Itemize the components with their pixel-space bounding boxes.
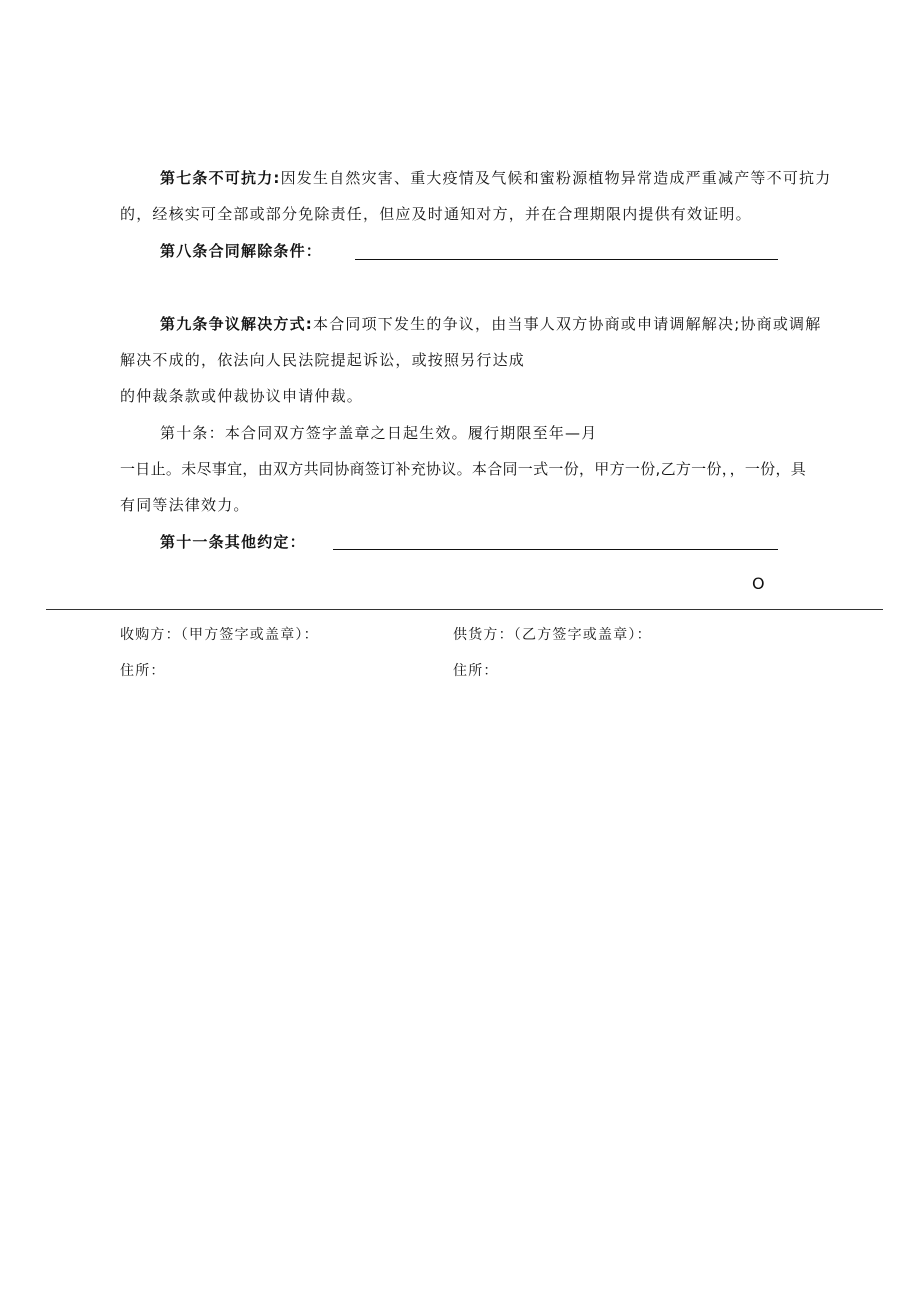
section-divider	[46, 609, 883, 610]
article-9-line-2: 解决不成的，依法向人民法院提起诉讼，或按照另行达成	[120, 351, 526, 369]
article-10-line-1	[160, 423, 597, 443]
article-7-line-2: 的，经核实可全部或部分免除责任，但应及时通知对方，并在合理期限内提供有效证明。	[120, 205, 752, 223]
article-10-heading: 第十条：	[160, 424, 225, 442]
article-8-blank-line[interactable]	[355, 259, 778, 260]
article-9-line-3: 的仲裁条款或仲裁协议申请仲裁。	[120, 387, 364, 405]
end-mark: O	[752, 574, 766, 593]
supplier-address-label: 住所：	[453, 663, 499, 679]
supplier-signature-label: 供货方：（乙方签字或盖章）：	[453, 627, 652, 643]
article-9-line-1	[160, 314, 821, 334]
article-10-text: 本合同双方签字盖章之日起生效。履行期限至年—月	[224, 424, 598, 442]
article-11-blank-line[interactable]	[333, 549, 778, 550]
article-8-heading: 第八条合同解除条件：	[160, 242, 323, 260]
buyer-address-label: 住所：	[120, 663, 166, 679]
article-10-line-3: 有同等法律效力。	[120, 496, 250, 514]
article-9-heading: 第九条争议解决方式:	[160, 315, 313, 333]
article-7-text: 因发生自然灾害、重大疫情及气候和蜜粉源植物异常造成严重减产等不可抗力	[280, 169, 832, 187]
article-11-heading: 第十一条其他约定：	[160, 533, 306, 551]
buyer-signature-label: 收购方：（甲方签字或盖章）：	[120, 627, 319, 643]
article-9-text: 本合同项下发生的争议，由当事人双方协商或申请调解解决;协商或调解	[313, 315, 822, 333]
article-7-heading: 第七条不可抗力:	[160, 169, 281, 187]
article-7-line-1	[160, 168, 831, 188]
article-10-line-2: 一日止。未尽事宜，由双方共同协商签订补充协议。本合同一式一份，甲方一份,乙方一份，，一份，具	[120, 460, 807, 478]
